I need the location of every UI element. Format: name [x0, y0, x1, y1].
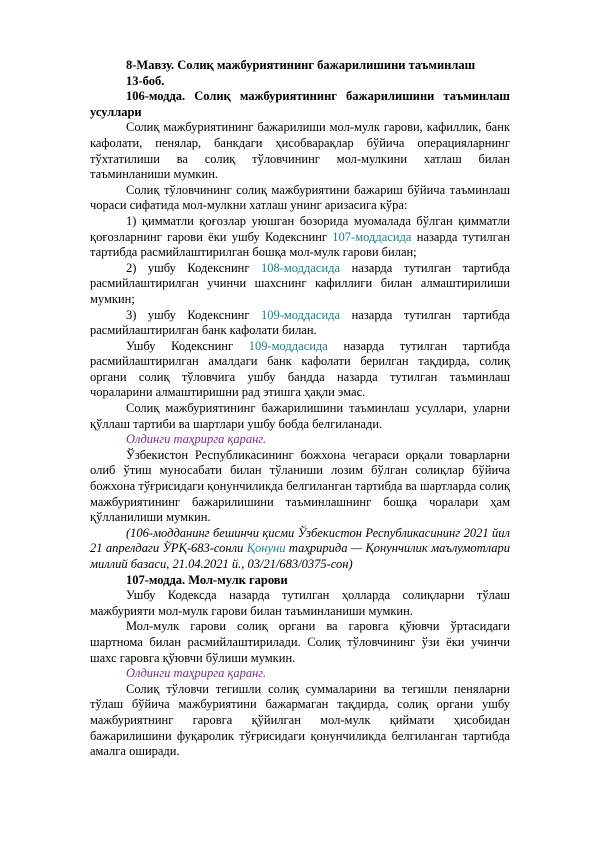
item-3-text-a: 3) ушбу Кодекснинг	[126, 307, 261, 322]
amendment-note	[90, 526, 510, 573]
article-106-paragraph-1: Солиқ мажбуриятининг бажарилиши мол-мулк гарови, кафиллик, банк кафолати, пенялар, банкдаги ҳисобварақлар бўйича операцияларнинг тўхтатилиши ва солиқ тўловчининг мол-мулкини хатлаш билан таъминланиши мумкин.	[90, 120, 510, 182]
article-106-paragraph-5: Ўзбекистон Республикасининг божхона чегараси орқали товарларни олиб ўтиш муносабати билан тўланиши лозим бўлган солиқлар бўйича божхона тўғрисидаги қонунчиликда белгиланган тартибда ва шартларда солиқ мажбуриятининг бажарилишини таъминлашнинг бошқа чоралари ҳам қўлланилиши мумкин.	[90, 447, 510, 525]
paragraph-3-text-a: Ушбу Кодекснинг	[126, 338, 249, 353]
article-106-heading: 106-модда. Солиқ мажбуриятининг бажарилишини таъминлаш усуллари	[90, 89, 510, 119]
item-3-text-b: назарда тутилган тартибда расмийлаштирилган банк кафолати билан.	[90, 307, 510, 338]
article-107-link[interactable]: 107-моддасида	[332, 229, 412, 244]
article-106-paragraph-3	[90, 339, 510, 401]
chapter-title: 13-боб.	[126, 73, 165, 88]
item-1-text-b: назарда тутилган тартибда расмийлаштирилган бошқа мол-мулк гарови билан;	[90, 229, 510, 260]
article-106-paragraph-2: Солиқ тўловчининг солиқ мажбуриятини бажариш бўйича таъминлаш чораси сифатида мол-мулкни хатлаш унинг аризасига кўра:	[90, 182, 510, 213]
law-link[interactable]: Қонуни	[246, 541, 286, 556]
article-108-link[interactable]: 108-моддасида	[260, 260, 341, 275]
topic-title: 8-Мавзу. Солиқ мажбуриятининг бажарилишини таъминлаш	[126, 58, 476, 72]
article-106-item-2	[90, 261, 510, 308]
article-107-paragraph-1: Ушбу Кодексда назарда тутилган ҳолларда солиқларни тўлаш мажбурияти мол-мулк гарови билан таъминланиши мумкин.	[90, 588, 510, 618]
amendment-text-a: (106-модданинг бешинчи қисми Ўзбекистон Республикасининг 2021 йил 21 апрелдаги ЎРҚ-683-сонли	[90, 525, 510, 556]
article-109-link-2[interactable]: 109-моддасида	[248, 338, 328, 353]
item-2-text-b: назарда тутилган тартибда расмийлаштирилган учинчи шахснинг кафиллиги билан алмаштирилиши мумкин;	[90, 260, 510, 306]
article-106-item-3	[90, 308, 510, 339]
amendment-text-b: таҳририда — Қонунчилик маълумотлари миллий базаси, 21.04.2021 й., 03/21/683/0375-сон)	[90, 541, 510, 571]
previous-edition-link-2[interactable]: Олдинги таҳрирга қаранг.	[126, 666, 267, 681]
article-106-item-1	[90, 214, 510, 261]
item-2-text-a: 2) ушбу Кодекснинг	[126, 260, 261, 275]
article-109-link[interactable]: 109-моддасида	[260, 307, 341, 322]
previous-edition-link[interactable]: Олдинги таҳрирга қаранг.	[126, 432, 267, 447]
article-107-paragraph-2: Мол-мулк гарови солиқ органи ва гаровга қўювчи ўртасидаги шартнома билан расмийлаштирилади. Солиқ тўловчининг ўзи ёки учинчи шахс гаровга қўювчи бўлиши мумкин.	[90, 619, 510, 665]
item-1-text-a: 1) қимматли қоғозлар уюшган бозорида муомалада бўлган қимматли қоғозларнинг гарови ёки ушбу Кодекснинг	[90, 213, 510, 244]
paragraph-3-text-b: назарда тутилган тартибда расмийлаштирилган амалдаги банк кафолати берилган тақдирда, солиқ органи солиқ тўловчига ушбу бандда назарда тутилган таъминлаш чораларини алмаштиришни рад этишга ҳақли эмас.	[90, 338, 510, 400]
document-body	[90, 58, 510, 760]
article-106-paragraph-4: Солиқ мажбуриятининг бажарилишини таъминлаш усуллари, уларни қўллаш тартиби ва шартлари ушбу бобда белгиланади.	[90, 401, 510, 431]
article-107-heading: 107-модда. Мол-мулк гарови	[126, 572, 288, 587]
article-107-paragraph-3: Солиқ тўловчи тегишли солиқ суммаларини ва тегишли пеняларни тўлаш бўйича мажбуриятини бажармаган тақдирда, солиқ органи ушбу мажбуриятнинг гаровга қўйилган мол-мулк қиймати ҳисобидан бажарилишини фуқаролик тўғрисидаги қонунчиликда белгиланган тартибда амалга оширади.	[90, 681, 510, 759]
